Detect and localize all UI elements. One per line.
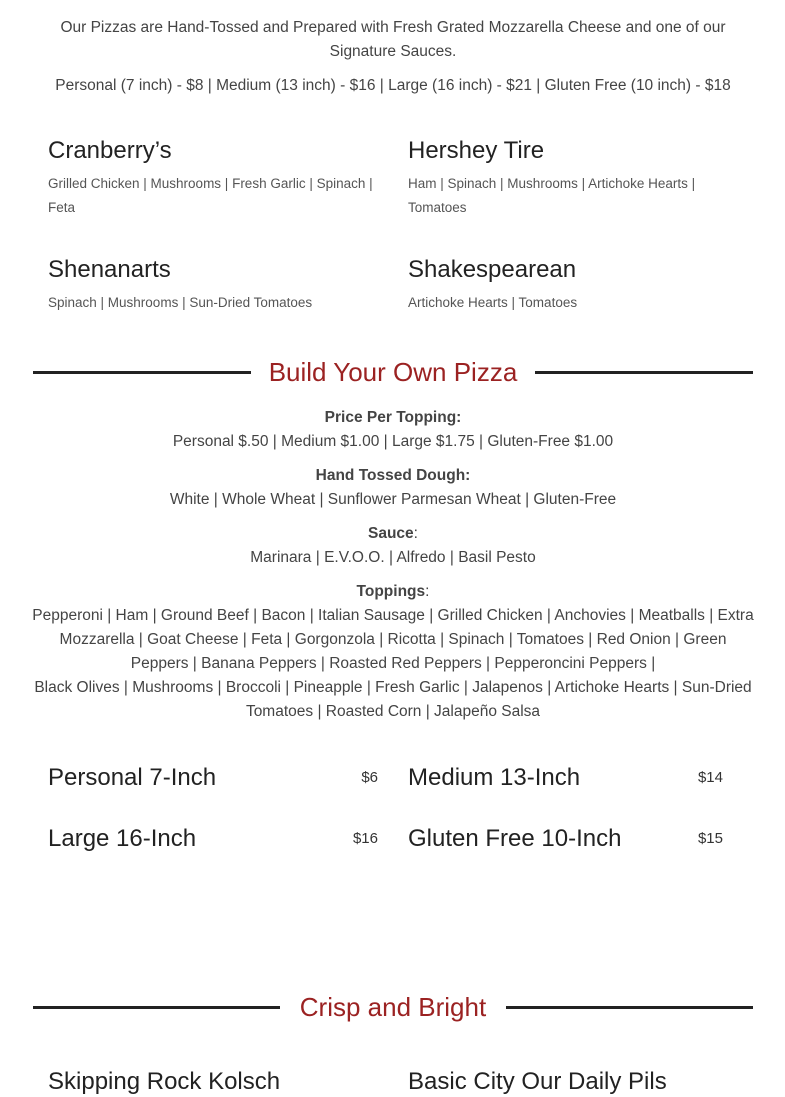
dough-text: White | Whole Wheat | Sunflower Parmesan Wheat | Gluten-Free [169, 491, 617, 508]
pizza-name: Hershey Tire [408, 137, 545, 164]
size-price: $15 [697, 830, 723, 847]
size-price-item [48, 824, 378, 854]
build-your-own-details [30, 406, 756, 734]
size-price-item [408, 763, 738, 793]
price-per-topping-label: Price Per Topping: [324, 409, 462, 426]
sauce-text: Marinara | E.V.O.O. | Alfredo | Basil Pesto [250, 549, 536, 566]
size-price: $16 [352, 830, 378, 847]
section-title: Build Your Own Pizza [33, 352, 753, 392]
section-title: Crisp and Bright [33, 987, 753, 1027]
beer-item [48, 1067, 378, 1097]
beer-name: Skipping Rock Kolsch [48, 1068, 281, 1095]
price-per-topping [30, 406, 756, 454]
pizza-toppings: Artichoke Hearts | Tomatoes [408, 295, 578, 310]
beer-name: Basic City Our Daily Pils [408, 1068, 667, 1095]
pizza-toppings: Grilled Chicken | Mushrooms | Fresh Garlic | Spinach | Feta [48, 176, 373, 215]
toppings-text-continued: Black Olives | Mushrooms | Broccoli | Pineapple | Fresh Garlic | Jalapenos | Artichoke Hearts | Sun-Dried Tomatoes | Roasted Corn | Jalapeño Salsa [34, 679, 752, 720]
size-price-item [408, 824, 738, 854]
size-name: Medium 13-Inch [408, 764, 581, 791]
toppings-label: Toppings [356, 583, 426, 600]
sauce-label: Sauce [368, 525, 414, 542]
pizza-size-prices: Personal (7 inch) - $8 | Medium (13 inch) - $16 | Large (16 inch) - $21 | Gluten Free (10 inch) - $18 [55, 77, 731, 94]
size-price: $14 [697, 769, 723, 786]
size-name: Large 16-Inch [48, 825, 197, 852]
pizza-intro-text: Our Pizzas are Hand-Tossed and Prepared with Fresh Grated Mozzarella Cheese and one of our Signature Sauces. [60, 19, 726, 60]
pizza-toppings: Ham | Spinach | Mushrooms | Artichoke Hearts | Tomatoes [408, 176, 696, 215]
beer-item [408, 1067, 738, 1097]
pizza-item [48, 136, 378, 220]
topping-options: Toppings: Pepperoni | Ham | Ground Beef | Bacon | Italian Sausage | Grilled Chicken | Anchovies | Meatballs | Extra Mozzarella | Goat Cheese | Feta | Gorgonzola | Ricotta | Spinach | Tomatoes | Red Onion | Green Peppers | Banana Peppers | Roasted Red Peppers | Pepperoncini Peppers | Black Olives | Mushrooms | Broccoli | Pineapple | Fresh Garlic | Jalapenos | Artichoke Hearts | Sun-Dried Tomatoes | Roasted Corn | Jalapeño Salsa [30, 580, 756, 724]
sauce-options: Sauce: Marinara | E.V.O.O. | Alfredo | Basil Pesto [30, 522, 756, 570]
toppings-text: Pepperoni | Ham | Ground Beef | Bacon | Italian Sausage | Grilled Chicken | Anchovies | Meatballs | Extra Mozzarella | Goat Cheese | Feta | Gorgonzola | Ricotta | Spinach | Tomatoes | Red Onion | Green Peppers | Banana Peppers | Roasted Red Peppers | Pepperoncini Peppers | [32, 607, 754, 672]
pizza-name: Shakespearean [408, 256, 577, 283]
size-name: Gluten Free 10-Inch [408, 825, 622, 852]
size-price-item [48, 763, 378, 793]
pizza-item [408, 255, 738, 315]
price-per-topping-text: Personal $.50 | Medium $1.00 | Large $1.75 | Gluten-Free $1.00 [172, 433, 614, 450]
pizza-item [408, 136, 738, 220]
dough-options [30, 464, 756, 512]
pizza-name: Cranberry’s [48, 137, 172, 164]
dough-label: Hand Tossed Dough: [315, 467, 471, 484]
size-price: $6 [361, 769, 378, 786]
build-your-own-heading [33, 352, 753, 392]
pizza-item [48, 255, 378, 315]
crisp-and-bright-heading [33, 987, 753, 1027]
pizza-name: Shenanarts [48, 256, 171, 283]
size-name: Personal 7-Inch [48, 764, 217, 791]
pizza-toppings: Spinach | Mushrooms | Sun-Dried Tomatoes [48, 295, 313, 310]
